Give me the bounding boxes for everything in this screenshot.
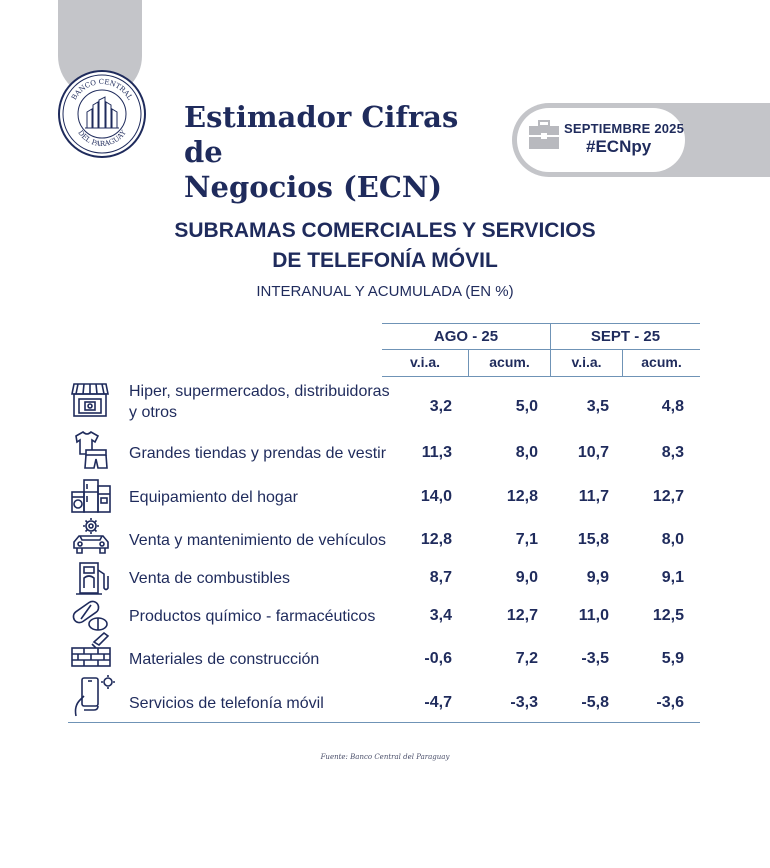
cell-via-sept: 10,7 (577, 444, 609, 461)
cell-via-ago: 11,3 (421, 444, 452, 461)
table-row (68, 378, 700, 426)
cell-acum-ago: 7,1 (515, 531, 538, 548)
cell-acum-ago: -3,3 (510, 694, 538, 711)
pills-icon (70, 598, 112, 634)
row-label: Materiales de construcción (129, 651, 320, 668)
table-row (68, 430, 700, 472)
subheader-acum-sept: acum. (641, 354, 682, 370)
table-row (68, 516, 700, 560)
subheader-via-ago: v.i.a. (409, 354, 441, 370)
period-header-ago: AGO - 25 (433, 328, 499, 345)
row-label: Grandes tiendas y prendas de vestir (129, 445, 387, 462)
row-label: Productos químico - farmacéuticos (129, 608, 376, 625)
clothing-icon (70, 430, 112, 470)
report-date: SEPTIEMBRE 2025 (564, 121, 685, 136)
section-title-line-2: DE TELEFONÍA MÓVIL (272, 249, 498, 272)
title-line-1: Estimador Cifras de (184, 100, 459, 169)
table-row (68, 630, 700, 676)
cell-acum-sept: 9,1 (661, 569, 684, 586)
cell-via-ago: 8,7 (429, 569, 452, 586)
row-label: Hiper, supermercados, distribuidoras y otros (129, 383, 390, 421)
briefcase-icon (528, 120, 560, 150)
cell-acum-sept: 12,7 (652, 488, 684, 505)
cell-acum-sept: 8,0 (661, 531, 684, 548)
cell-acum-ago: 7,2 (515, 650, 538, 667)
cell-via-sept: 15,8 (577, 531, 609, 548)
subheader-acum-ago: acum. (489, 354, 530, 370)
table-row (68, 674, 700, 720)
section-title-line-1: SUBRAMAS COMERCIALES Y SERVICIOS (174, 219, 596, 242)
cell-acum-sept: 5,9 (661, 650, 684, 667)
header-bottom-rule (382, 376, 700, 377)
row-label: Venta y mantenimiento de vehículos (129, 532, 387, 549)
cell-via-ago: 14,0 (420, 488, 452, 505)
cell-acum-ago: 9,0 (515, 569, 538, 586)
header-top-rule (382, 323, 700, 324)
period-header-sept: SEPT - 25 (590, 328, 661, 345)
cell-acum-ago: 12,7 (506, 607, 538, 624)
cell-via-sept: -3,5 (581, 650, 609, 667)
cell-acum-ago: 5,0 (515, 398, 538, 415)
section-caption: INTERANUAL Y ACUMULADA (EN %) (256, 283, 514, 300)
cell-acum-sept: 8,3 (661, 444, 684, 461)
cell-acum-sept: 12,5 (652, 607, 684, 624)
table-bottom-rule (68, 722, 700, 723)
cell-acum-ago: 8,0 (515, 444, 538, 461)
cell-via-sept: 11,0 (578, 607, 609, 624)
header-mid-rule (382, 349, 700, 350)
cell-via-ago: -4,7 (424, 694, 452, 711)
table-row (68, 560, 700, 598)
supermarket-icon (70, 380, 110, 420)
page-title (184, 100, 504, 205)
fuel-pump-icon (70, 560, 112, 598)
seal-text-top: BANCO CENTRAL (70, 77, 134, 102)
cell-via-sept: -5,8 (581, 694, 609, 711)
cell-via-ago: 3,2 (429, 398, 452, 415)
bricks-trowel-icon (70, 630, 112, 670)
cell-via-sept: 11,7 (578, 488, 609, 505)
hashtag[interactable]: #ECNpy (586, 137, 652, 156)
cell-via-sept: 3,5 (586, 398, 609, 415)
subheader-via-sept: v.i.a. (571, 354, 602, 370)
seal-text-bottom: DEL PARAGUAY (76, 128, 128, 149)
appliances-icon (70, 476, 112, 516)
mobile-phone-icon (70, 674, 116, 718)
central-bank-seal-logo (58, 70, 146, 158)
source-note: Fuente: Banco Central del Paraguay (320, 753, 450, 761)
cell-acum-sept: 4,8 (661, 398, 684, 415)
title-line-2: Negocios (ECN) (184, 170, 443, 204)
cell-via-sept: 9,9 (586, 569, 609, 586)
cell-acum-sept: -3,6 (656, 694, 684, 711)
cell-via-ago: 12,8 (420, 531, 452, 548)
car-service-icon (70, 516, 112, 558)
row-label: Equipamiento del hogar (129, 489, 299, 506)
cell-acum-ago: 12,8 (506, 488, 538, 505)
row-label: Servicios de telefonía móvil (129, 695, 324, 712)
table-row (68, 474, 700, 516)
cell-via-ago: -0,6 (424, 650, 452, 667)
row-label: Venta de combustibles (129, 570, 290, 587)
cell-via-ago: 3,4 (429, 607, 452, 624)
